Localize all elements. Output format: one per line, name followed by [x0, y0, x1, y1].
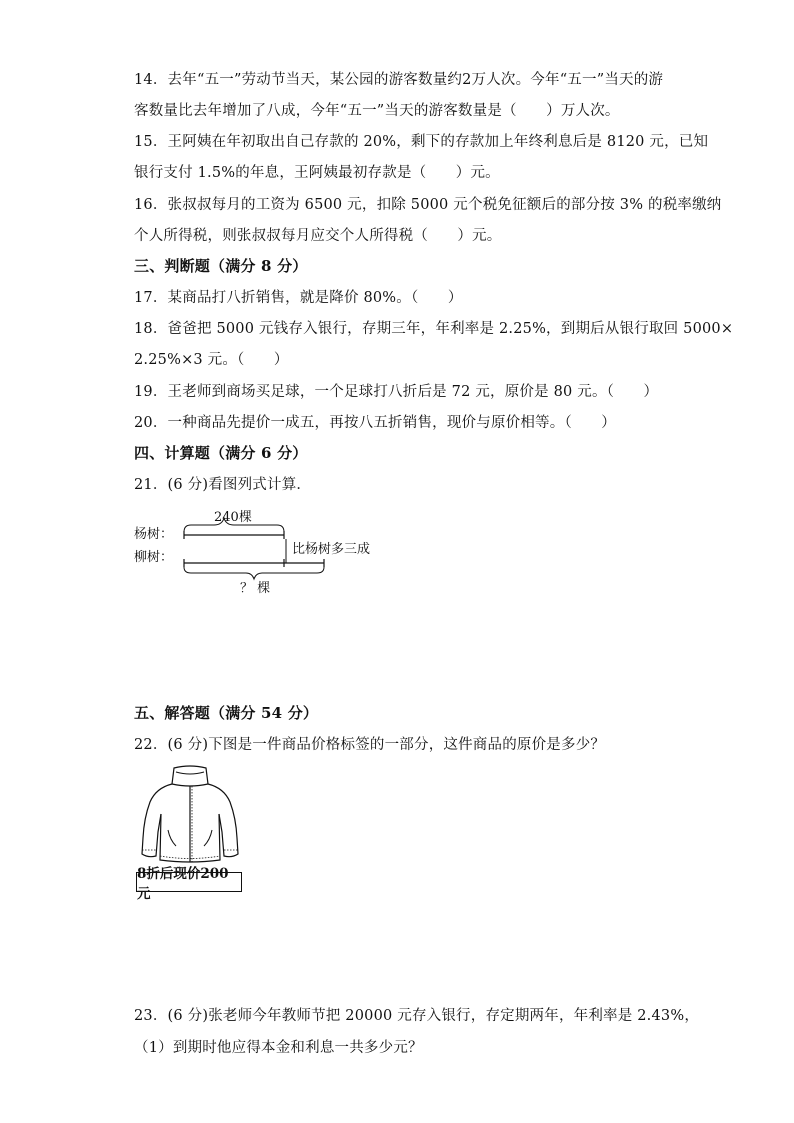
q15-line2: 银行支付 1.5%的年息，王阿姨最初存款是（ ）元。 — [134, 165, 500, 181]
q15-line1: 15．王阿姨在年初取出自己存款的 20%，剩下的存款加上年终利息后是 8120 元，已知 — [134, 134, 709, 150]
q21: 21．(6 分)看图列式计算． — [134, 477, 312, 493]
price-tag: 8折后现价200元 — [136, 872, 242, 892]
q16-line1: 16．张叔叔每月的工资为 6500 元，扣除 5000 元个税免征额后的部分按 3% 的税率缴纳 — [134, 197, 722, 213]
q14-line1: 14．去年“五一”劳动节当天，某公园的游客数量约2万人次。今年“五一”当天的游 — [134, 72, 664, 88]
q20: 20．一种商品先提价一成五，再按八五折销售，现价与原价相等。（ ） — [134, 415, 616, 431]
section-heading-judgement: 三、判断题（满分 8 分） — [134, 257, 308, 275]
bottom-brace — [184, 567, 324, 579]
q23-line1: 23．(6 分)张老师今年教师节把 20000 元存入银行，存定期两年，年利率是 2.43%， — [134, 1008, 700, 1024]
line-segment-diagram — [134, 505, 394, 600]
q23-sub1: （1）到期时他应得本金和利息一共多少元？ — [134, 1040, 423, 1056]
diagram-top-label: 240棵 — [214, 510, 252, 525]
q18-line1: 18．爸爸把 5000 元钱存入银行，存期三年，年利率是 2.25%，到期后从银行取回 5000× — [134, 321, 734, 337]
q22: 22．(6 分)下图是一件商品价格标签的一部分，这件商品的原价是多少？ — [134, 737, 606, 753]
q16-line2: 个人所得税，则张叔叔每月应交个人所得税（ ）元。 — [134, 228, 502, 244]
jacket-icon — [134, 762, 246, 872]
diagram-row1-label: 杨树： — [134, 527, 174, 542]
section-heading-calculation: 四、计算题（满分 6 分） — [134, 444, 308, 462]
diagram-row2-label: 柳树： — [134, 550, 174, 565]
diagram-svg — [134, 505, 394, 600]
section-heading-solutions: 五、解答题（满分 54 分） — [134, 704, 319, 722]
q19: 19．王老师到商场买足球，一个足球打八折后是 72 元，原价是 80 元。（ ） — [134, 384, 659, 400]
diagram-bottom-label: ？ 棵 — [240, 581, 271, 596]
q14-line2: 客数量比去年增加了八成，今年“五一”当天的游客数量是（ ）万人次。 — [134, 103, 620, 119]
q17: 17．某商品打八折销售，就是降价 80%。（ ） — [134, 290, 463, 306]
q18-line2: 2.25%×3 元。（ ） — [134, 352, 289, 368]
diagram-side-label: 比杨树多三成 — [292, 542, 371, 557]
